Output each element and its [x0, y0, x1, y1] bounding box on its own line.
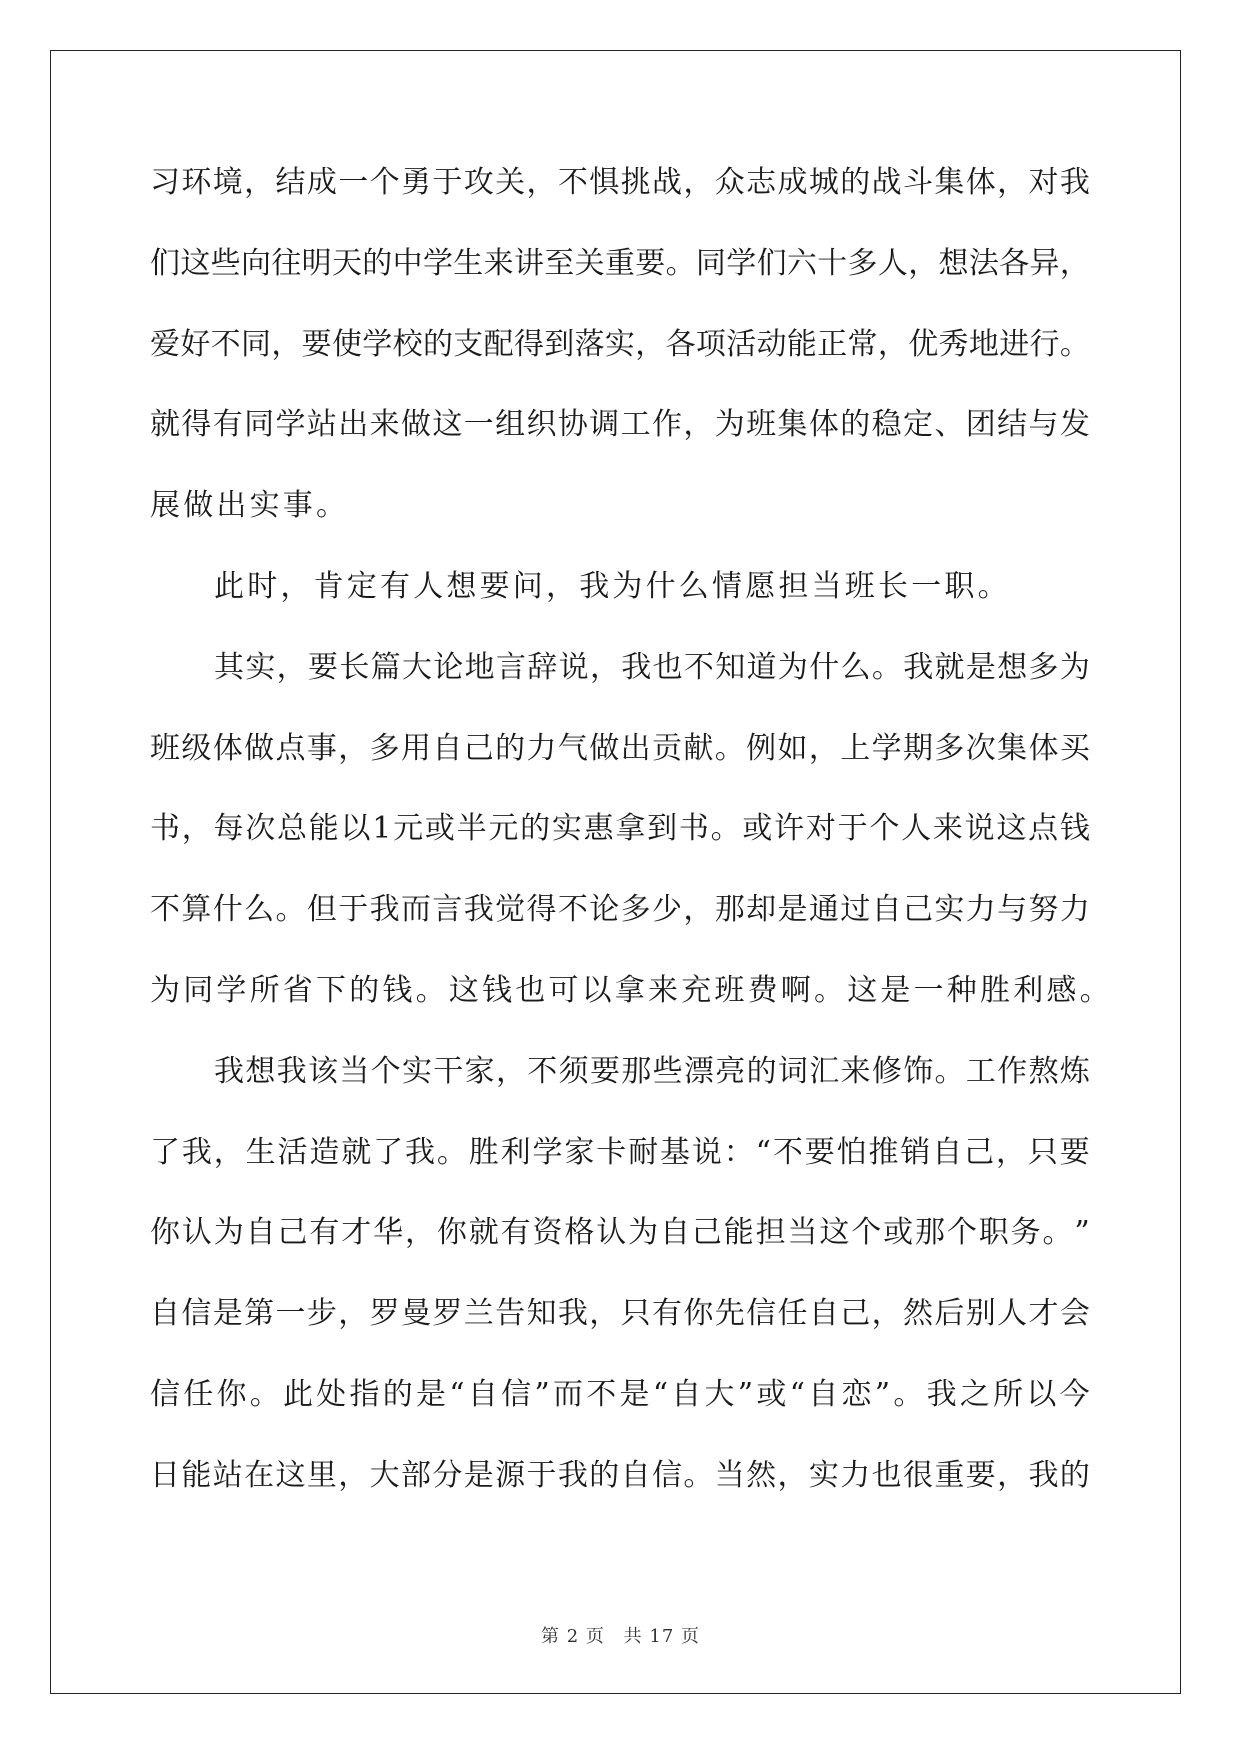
text-line: 班 级 体 做 点 事 ， 多 用 自 己 的 力 气 做 出 贡 献 。 例 如 ， 上 学 期 多 次 集 体 买	[150, 730, 1090, 766]
page-footer	[0, 1622, 1241, 1648]
text-line: 此时，肯定有人想要问，我为什么情愿担当班长一职。	[214, 568, 1011, 604]
text-line: 不 算 什 么 。 但 于 我 而 言 我 觉 得 不 论 多 少 ， 那 却 是 通 过 自 己 实 力 与 努 力	[150, 892, 1090, 928]
text-line: 了 我 ， 生 活 造 就 了 我 。 胜 利 学 家 卡 耐 基 说 ： “ 不 要 怕 推 销 自 己 ， 只 要	[150, 1134, 1090, 1170]
text-line: 就 得 有 同 学 站 出 来 做 这 一 组 织 协 调 工 作 ， 为 班 集 体 的 稳 定 、 团 结 与 发	[150, 407, 1090, 443]
text-line: 为同学所省下的钱。这钱也可以拿来充班费啊。这是一种胜利感。	[150, 972, 1113, 1008]
text-line: 日 能 站 在 这 里 ， 大 部 分 是 源 于 我 的 自 信 。 当 然 ， 实 力 也 很 重 要 ， 我 的	[150, 1457, 1090, 1493]
text-line: 们 这 些 向 往 明 天 的 中 学 生 来 讲 至 关 重 要 。 同 学 们 六 十 多 人 ， 想 法 各 异 ，	[150, 245, 1090, 281]
page-number: 第 2 页	[541, 1626, 605, 1647]
text-line: 其 实 ， 要 长 篇 大 论 地 言 辞 说 ， 我 也 不 知 道 为 什 么 。 我 就 是 想 多 为	[214, 649, 1090, 685]
text-line: 爱 好 不 同 ， 要 使 学 校 的 支 配 得 到 落 实 ， 各 项 活 动 能 正 常 ， 优 秀 地 进 行 。	[150, 326, 1090, 362]
page-total: 共 17 页	[623, 1626, 700, 1647]
document-body	[150, 160, 1113, 1534]
text-line: 展做出实事。	[150, 488, 350, 524]
text-line: 习 环 境 ， 结 成 一 个 勇 于 攻 关 ， 不 惧 挑 战 ， 众 志 成 城 的 战 斗 集 体 ， 对 我	[150, 165, 1090, 200]
text-line: 我 想 我 该 当 个 实 干 家 ， 不 须 要 那 些 漂 亮 的 词 汇 来 修 饰 。 工 作 熬 炼	[214, 1053, 1090, 1089]
text-line: 自 信 是 第 一 步 ， 罗 曼 罗 兰 告 知 我 ， 只 有 你 先 信 任 自 己 ， 然 后 别 人 才 会	[150, 1296, 1090, 1332]
text-line: 信 任 你 。 此 处 指 的 是 “ 自 信 ” 而 不 是 “ 自 大 ” 或 “ 自 恋 ” 。 我 之 所 以 今	[150, 1376, 1090, 1412]
text-line: 你 认 为 自 己 有 才 华 ， 你 就 有 资 格 认 为 自 己 能 担 当 这 个 或 那 个 职 务 。 ”	[150, 1215, 1090, 1251]
text-line: 书 ， 每 次 总 能 以 1 元 或 半 元 的 实 惠 拿 到 书 。 或 许 对 于 个 人 来 说 这 点 钱	[150, 811, 1090, 847]
